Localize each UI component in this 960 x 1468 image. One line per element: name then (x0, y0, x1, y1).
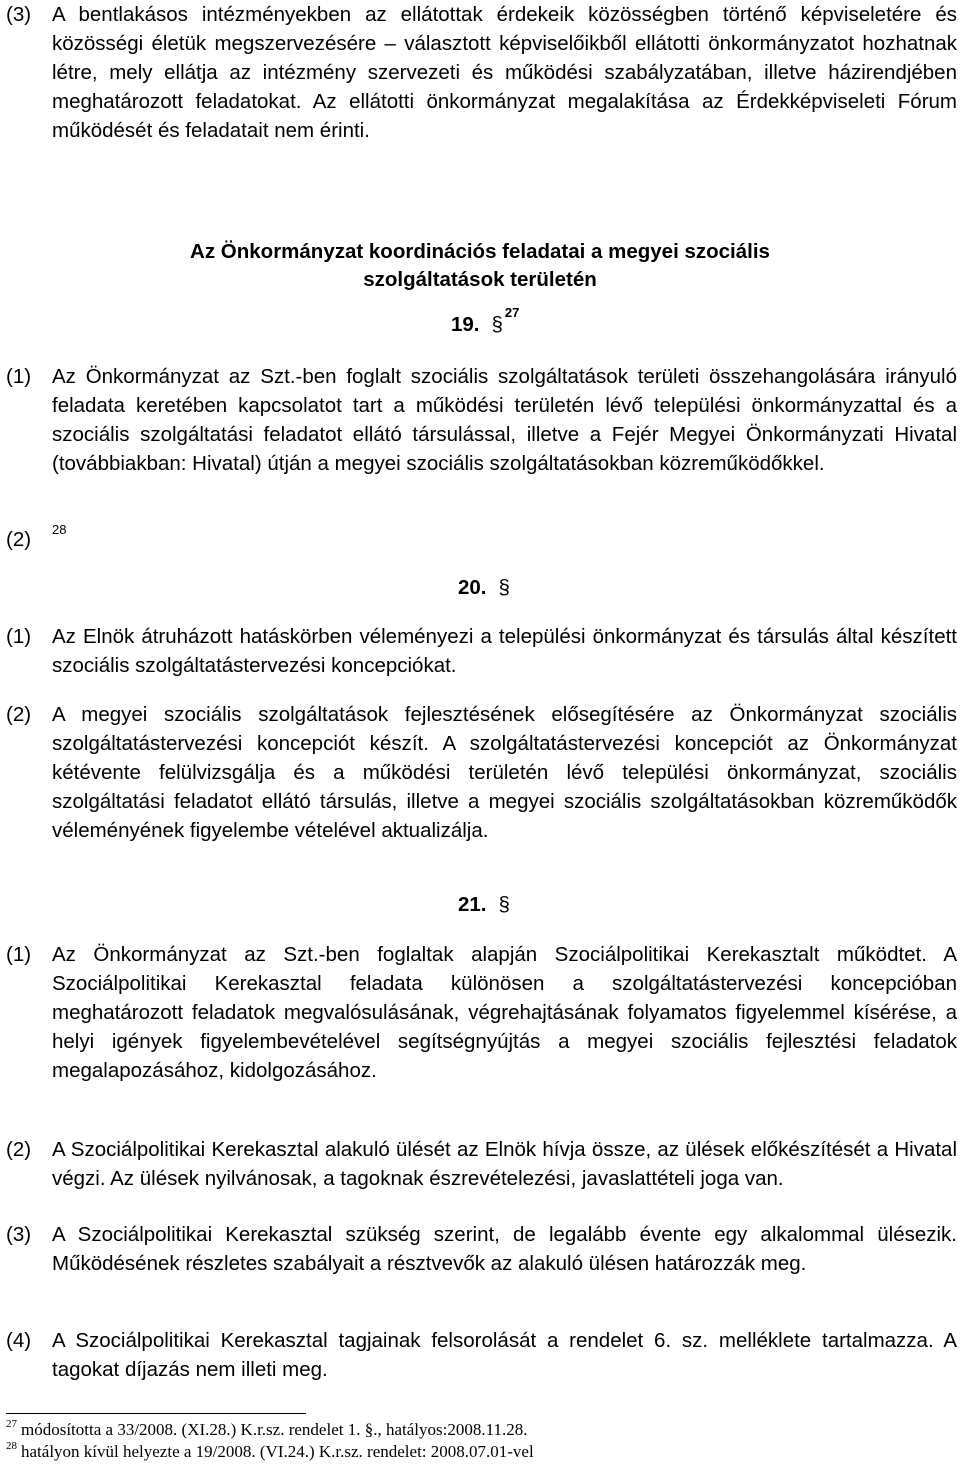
paragraph-text: A Szociálpolitikai Kerekasztal tagjainak felsorolását a rendelet 6. sz. melléklete tartalmazza. A tagokat díjazás nem illeti meg. (52, 1329, 957, 1381)
paragraph-number: (1) (6, 943, 32, 966)
footnote-number: 28 (6, 1440, 17, 1452)
section-20-paragraph-1 (0, 622, 957, 680)
paragraph-text: Az Önkormányzat az Szt.-ben foglalt szociális szolgáltatások területi összehangolására irányuló feladata keretében kapcsolatot tart a működési területén lévő települési önkormányzattal és a szociális szolgáltatási feladatot ellátó társulással, illetve a Fejér Megyei Önkormányzati Hivatal (továbbiakban: Hivatal) útján a megyei szociális szolgáltatásokban közreműködőkkel. (52, 365, 957, 475)
section-sign: § (498, 893, 510, 916)
footnote-28 (6, 1442, 534, 1462)
section-number: 21. (458, 893, 487, 916)
paragraph-text: A bentlakásos intézményekben az ellátottak érdekeik közösségben történő képviseletére és közösségi életük megszervezésére – választott képviselőikből ellátotti önkormányzatot hozhatnak létre, mely ellátja az intézmény szervezeti és működési szabályzatában, illetve házirendjében meghatározott feladatokat. Az ellátotti önkormányzat megalakítása az Érdekképviseleti Fórum működését és feladatait nem érinti. (52, 3, 957, 142)
footnote-ref-28: 28 (52, 522, 67, 537)
footnote-ref-27: 27 (504, 305, 520, 320)
paragraph-text: Az Önkormányzat az Szt.-ben foglaltak alapján Szociálpolitikai Kerekasztalt működtet. A Szociálpolitikai Kerekasztal feladata különösen a szolgáltatástervezési koncepcióban meghatározott feladatok megvalósulásának, végrehajtásának folyamatos figyelemmel kísérése, a helyi igények figyelembevételével segítségnyújtás a megyei szociális fejlesztési feladatok megalapozásához, kidolgozásához. (52, 943, 957, 1082)
section-19-paragraph-1 (0, 362, 957, 478)
paragraph-number: (1) (6, 625, 32, 648)
paragraph-number: (3) (6, 3, 32, 26)
section-20-paragraph-2 (0, 700, 957, 845)
section-19-paragraph-2-number: (2) (6, 528, 32, 551)
paragraph-number: (3) (6, 1223, 32, 1246)
paragraph-number: (4) (6, 1329, 32, 1352)
section-21-number (458, 893, 510, 917)
chapter-heading: Az Önkormányzat koordinációs feladatai a megyei szociális szolgáltatások területén (190, 240, 770, 291)
section-20-number (458, 576, 510, 600)
paragraph-text: A megyei szociális szolgáltatások fejlesztésének elősegítésére az Önkormányzat szociális szolgáltatástervezési koncepciót készít. A szolgáltatástervezési koncepciót az Önkormányzat kétévente felülvizsgálja és a működési területén lévő települési önkormányzat, szociális szolgáltatási feladatot ellátó társulás, illetve a megyei szociális szolgáltatásokban közreműködők véleményének figyelembe vételével aktualizálja. (52, 703, 957, 842)
footnote-text: hatályon kívül helyezte a 19/2008. (VI.24.) K.r.sz. rendelet: 2008.07.01-vel (21, 1442, 534, 1461)
section-21-paragraph-3 (0, 1220, 957, 1278)
section-number: 19. (451, 313, 480, 336)
footnote-number: 27 (6, 1418, 17, 1430)
section-sign: § (491, 313, 503, 336)
paragraph-number: (1) (6, 365, 32, 388)
footnote-text: módosította a 33/2008. (XI.28.) K.r.sz. rendelet 1. §., hatályos:2008.11.28. (21, 1420, 528, 1439)
section-21-paragraph-2 (0, 1135, 957, 1193)
intro-paragraph (0, 0, 957, 145)
section-21-paragraph-1 (0, 940, 957, 1085)
paragraph-number: (2) (6, 1138, 32, 1161)
paragraph-number: (2) (6, 703, 32, 726)
section-sign: § (498, 576, 510, 599)
section-21-paragraph-4 (0, 1326, 957, 1384)
paragraph-text: A Szociálpolitikai Kerekasztal alakuló ülését az Elnök hívja össze, az ülések előkészítését a Hivatal végzi. Az ülések nyilvánosak, a tagoknak észrevételezési, javaslattételi joga van. (52, 1138, 957, 1190)
section-19-number (451, 305, 520, 337)
footnote-27 (6, 1420, 527, 1440)
paragraph-text: A Szociálpolitikai Kerekasztal szükség szerint, de legalább évente egy alkalommal ülésezik. Működésének részletes szabályait a résztvevők az alakuló ülésen határozzák meg. (52, 1223, 957, 1275)
paragraph-text: Az Elnök átruházott hatáskörben véleményezi a települési önkormányzat és társulás által készített szociális szolgáltatástervezési koncepciókat. (52, 625, 957, 677)
footnote-separator (6, 1413, 306, 1414)
section-number: 20. (458, 576, 487, 599)
